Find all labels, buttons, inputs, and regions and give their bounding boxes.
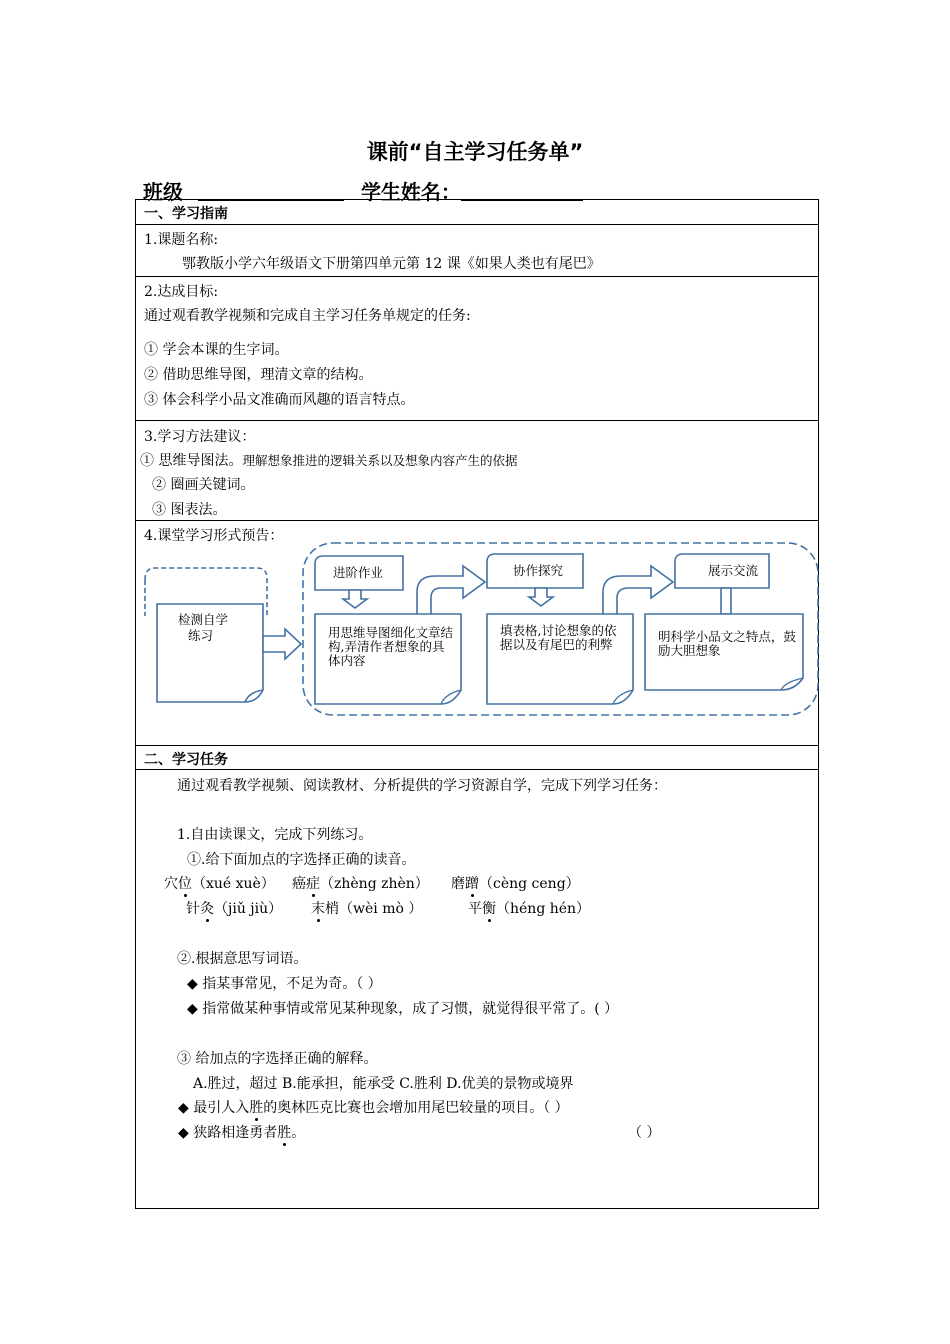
down-arrow-icon <box>343 590 367 608</box>
choice-options: A.胜过，超过 B.能承担，能承受 C.胜利 D.优美的景物或境界 <box>193 1076 574 1092</box>
sentence-item: ◆ 狭路相逢勇者胜。 <box>178 1125 306 1141</box>
curved-arrow-icon <box>417 566 485 616</box>
dotted-char: 蹭 <box>465 876 479 892</box>
exercise-subtitle: ③ 给加点的字选择正确的解释。 <box>177 1051 378 1067</box>
section2-heading: 二、学习任务 <box>144 752 228 768</box>
step3-body: 明科学小品文之特点，鼓励大胆想象 <box>658 629 796 658</box>
step1-title: 进阶作业 <box>333 565 384 580</box>
form-label: 4.课堂学习形式预告： <box>144 528 284 544</box>
exercise-subtitle: ②.根据意思写词语。 <box>177 951 308 967</box>
pinyin-item: 穴位（xué xuè） <box>164 876 275 892</box>
dotted-char: 位 <box>178 876 192 892</box>
method-item: ③ 图表法。 <box>152 502 227 518</box>
divider <box>136 224 818 225</box>
goal-item: ③ 体会科学小品文准确而风趣的语言特点。 <box>144 392 415 408</box>
divider <box>136 745 818 746</box>
divider <box>136 520 818 521</box>
definition-item: ◆ 指某事常见，不足为奇。（ ） <box>187 976 382 992</box>
class-label: 班级 <box>143 180 183 204</box>
pinyin-item: 磨蹭（cèng ceng） <box>451 876 580 892</box>
step1-body: 用思维导图细化文章结构,弄清作者想象的具体内容 <box>328 625 454 668</box>
answer-blank[interactable]: （ ） <box>628 1125 661 1141</box>
arrow-right-icon <box>263 629 301 659</box>
goal-intro: 通过观看教学视频和完成自主学习任务单规定的任务: <box>144 308 471 324</box>
down-arrow-icon <box>529 588 553 606</box>
dotted-char: 衡 <box>482 901 496 917</box>
name-blank[interactable] <box>461 180 583 201</box>
step2-title: 协作探究 <box>513 563 564 578</box>
divider <box>136 769 818 770</box>
pinyin-item: 末梢（wèi mò ） <box>311 901 423 917</box>
curved-arrow-icon <box>603 566 673 616</box>
pinyin-item: 针灸（jiǔ jiù） <box>186 901 283 917</box>
method-item-note: 理解想象推进的逻辑关系以及想象内容产生的依据 <box>242 453 518 468</box>
method-item <box>140 450 517 470</box>
dotted-char: 症 <box>306 876 320 892</box>
definition-item: ◆ 指常做某种事情或常见某种现象，成了习惯，就觉得很平常了。( ） <box>187 1001 619 1017</box>
goal-item: ① 学会本课的生字词。 <box>144 342 289 358</box>
class-blank[interactable] <box>198 180 344 201</box>
topic-label: 1.课题名称: <box>144 232 219 248</box>
step2-body: 填表格,讨论想象的依据以及有尾巴的利弊 <box>500 623 617 652</box>
exercise-subtitle: ①.给下面加点的字选择正确的读音。 <box>187 852 416 868</box>
pinyin-item: 癌症（zhèng zhèn） <box>292 876 429 892</box>
method-item: ② 圈画关键词。 <box>152 477 255 493</box>
self-test-label: 练习 <box>188 628 214 643</box>
sentence-item: ◆ 最引人入胜的奥林匹克比赛也会增加用尾巴较量的项目。（ ） <box>178 1100 569 1116</box>
method-label: 3.学习方法建议： <box>144 429 256 445</box>
step3-title: 展示交流 <box>708 563 759 578</box>
step3-connector <box>721 588 731 614</box>
dotted-char: 胜 <box>249 1100 264 1116</box>
dotted-char: 胜 <box>277 1125 292 1141</box>
pinyin-item: 平衡（héng hén） <box>468 901 591 917</box>
page-title: 课前“自主学习任务单” <box>366 140 584 164</box>
goal-item: ② 借助思维导图，理清文章的结构。 <box>144 367 373 383</box>
method-item-main: ① 思维导图法。 <box>140 453 243 469</box>
name-label: 学生姓名： <box>360 180 461 204</box>
exercise-title: 1.自由读课文，完成下列练习。 <box>177 827 373 843</box>
divider <box>136 276 818 277</box>
self-test-label: 检测自学 <box>178 612 229 627</box>
section1-heading: 一、学习指南 <box>144 206 228 222</box>
dotted-char: 末 <box>311 901 325 917</box>
section2-intro: 通过观看教学视频、阅读教材、分析提供的学习资源自学，完成下列学习任务： <box>177 778 667 794</box>
divider <box>136 420 818 421</box>
topic-value: 鄂教版小学六年级语文下册第四单元第 12 课《如果人类也有尾巴》 <box>182 256 601 272</box>
dotted-char: 灸 <box>200 901 214 917</box>
goal-label: 2.达成目标: <box>144 284 219 300</box>
